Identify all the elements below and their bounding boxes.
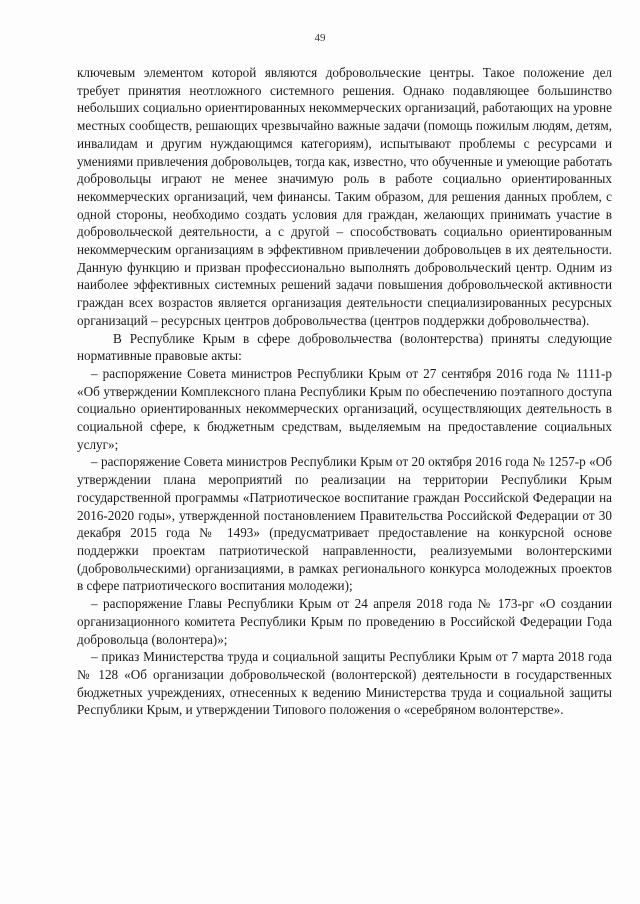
list-item-order-128: – приказ Министерства труда и социальной защиты Республики Крым от 7 марта 2018 года № 128 «Об организации добровольческой (волонтерской) деятельности в государственных бюджетных учреждениях, отнесенных к ведению Министерства труда и социальной защиты Республики Крым, и утверждении Типового положения о «серебряном волонтерстве». — [77, 649, 612, 718]
list-item-173rg: – распоряжение Главы Республики Крым от 24 апреля 2018 года № 173-рг «О создании организационного комитета Республики Крым по проведению в Российской Федерации Года добровольца (волонтера)»; — [77, 596, 612, 647]
page-number: 49 — [314, 32, 326, 44]
paragraph-continuation: ключевым элементом которой являются добровольческие центры. Такое положение дел требует принятия неотложного системного решения. Однако подавляющее большинство небольших социально ориентированных некоммерческих организаций, работающих на уровне местных сообществ, решающих чрезвычайно важные задачи (помощь пожилым людям, детям, инвалидам и другим нуждающимся категориям), испытывают проблемы с ресурсами и умениями привлечения добровольцев, тогда как, известно, что обученные и умеющие работать добровольцы играют не менее значимую роль в работе социально ориентированных некоммерческих организаций, чем финансы. Таким образом, для решения данных проблем, с одной стороны, необходимо создать условия для граждан, желающих принимать участие в добровольческой деятельности, а с другой – способствовать социально ориентированным некоммерческим организациям в эффективном привлечении добровольцев в их деятельности. Данную функцию и призван профессионально выполнять добровольческий центр. Одним из наиболее эффективных системных решений задачи повышения добровольческой активности граждан всех возрастов является организация деятельности специализированных ресурсных организаций – ресурсных центров добровольчества (центров поддержки добровольчества). — [77, 65, 612, 328]
list-item-1111r: – распоряжение Совета министров Республики Крым от 27 сентября 2016 года № 1111-р «Об утверждении Комплексного плана Республики Крым по обеспечению поэтапного доступа социально ориентированных некоммерческих организаций, осуществляющих деятельность в социальной сфере, к бюджетным средствам, выделяемым на предоставление социальных услуг»; — [77, 365, 612, 452]
paragraph-intro: В Республике Крым в сфере добровольчества (волонтерства) приняты следующие нормативные правовые акты: — [77, 330, 612, 364]
document-body — [77, 64, 612, 719]
list-item-1257r: – распоряжение Совета министров Республики Крым от 20 октября 2016 года № 1257-р «Об утверждении плана мероприятий по реализации на территории Республики Крым государственной программы «Патриотическое воспитание граждан Российской Федерации на 2016-2020 годы», утвержденной постановлением Правительства Российской Федерации от 30 декабря 2015 года № 1493» (предусматривает предоставление на конкурсной основе поддержки проектам патриотической направленности, реализуемыми волонтерскими (добровольческими) организациями, в рамках регионального конкурса молодежных проектов в сфере патриотического воспитания молодежи); — [77, 454, 612, 594]
